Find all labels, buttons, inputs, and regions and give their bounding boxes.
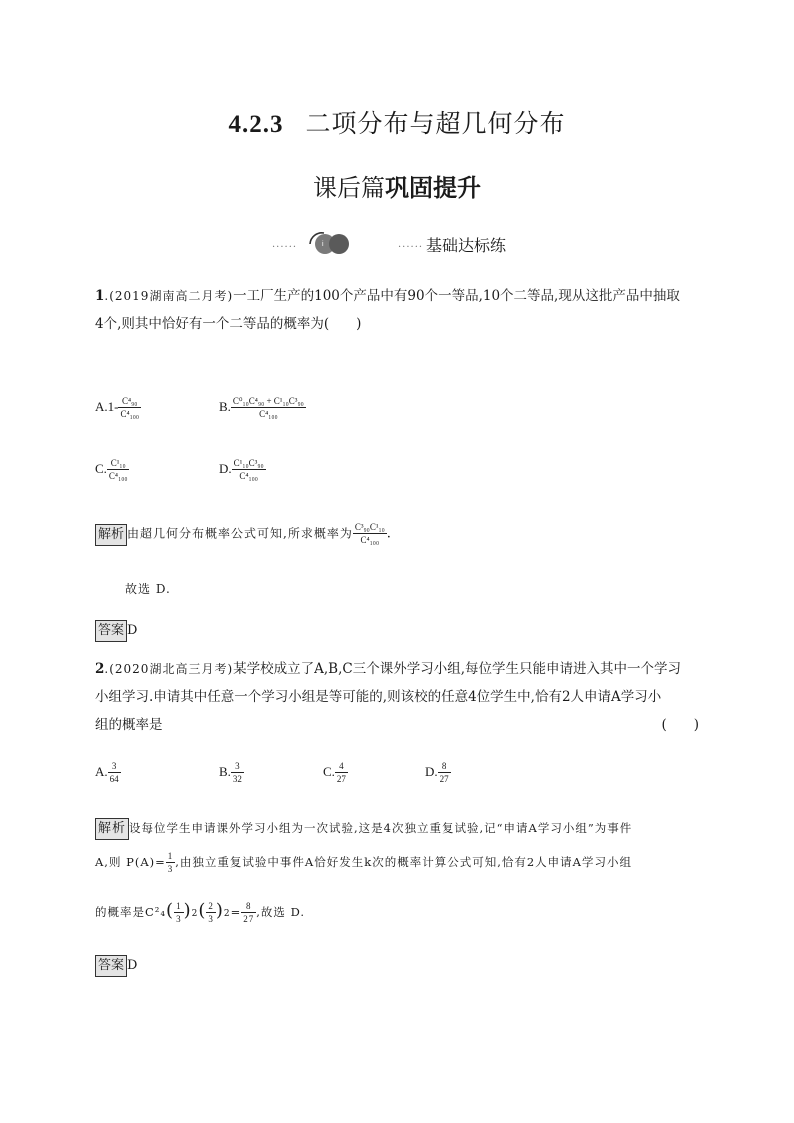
- q2-option-c-denominator: 27: [336, 774, 346, 784]
- q2-result-numerator: 8: [241, 902, 256, 913]
- q1-answer-value: D: [127, 623, 138, 638]
- left-paren-1: (: [166, 900, 175, 921]
- q1-option-b-label: B.: [219, 398, 231, 414]
- q1-option-b-denominator: C⁴₁₀₀: [259, 409, 278, 419]
- q2-exponent-2: 2: [223, 909, 231, 919]
- q2-analysis-line3-post: ,故选 D.: [256, 905, 306, 919]
- q2-result-denominator: 27: [243, 914, 255, 924]
- q2-fraction-1-denominator: 3: [176, 914, 182, 924]
- subtitle-bold: 巩固提升: [385, 174, 481, 202]
- question-2-stem-line2: 小组学习.申请其中任意一个学习小组是等可能的,则该校的任意4位学生中,恰有2人申请A学习小: [95, 689, 662, 705]
- question-1-stem-line2: 4个,则其中恰好有一个二等品的概率为( ): [95, 316, 362, 332]
- q1-option-c-label: C.: [95, 460, 107, 476]
- question-1-number: 1: [95, 288, 105, 304]
- q2-option-d-label: D.: [425, 763, 438, 779]
- q2-option-d: [425, 762, 451, 784]
- q2-option-b: [219, 762, 244, 784]
- q2-fraction-2-denominator: 3: [208, 914, 214, 924]
- q1-option-a-numerator: C⁴₉₀: [118, 397, 141, 408]
- q2-analysis-line2: [95, 852, 632, 874]
- q1-option-a: [95, 397, 141, 419]
- question-2-number: 2: [95, 661, 105, 677]
- q2-option-a-denominator: 64: [109, 774, 119, 784]
- q1-option-d-label: D.: [219, 460, 232, 476]
- question-2-source: .(2020湖北高三月考): [104, 662, 234, 676]
- q1-analysis: [95, 523, 391, 546]
- q2-option-d-denominator: 27: [439, 774, 449, 784]
- q2-answer-tag: 答案: [95, 955, 127, 977]
- q2-option-a-numerator: 3: [108, 762, 121, 773]
- q1-analysis-fraction: [353, 523, 387, 545]
- q2-probability-fraction: [166, 852, 176, 874]
- q2-option-a-label: A.: [95, 763, 108, 779]
- q2-fraction-2: [206, 902, 216, 924]
- section-title: 二项分布与超几何分布: [305, 109, 566, 138]
- q1-option-c-denominator: C⁴₁₀₀: [108, 471, 128, 481]
- q2-analysis-tag: 解析: [95, 818, 129, 840]
- q1-analysis-numerator: C³₉₀C¹₁₀: [354, 522, 385, 532]
- left-paren-2: (: [198, 900, 207, 921]
- section-label: 基础达标练: [426, 236, 507, 255]
- q1-option-d-numerator: C¹₁₀C³₉₀: [233, 458, 264, 468]
- q2-probability-numerator: 1: [167, 851, 174, 861]
- q1-analysis-end: .: [386, 526, 391, 542]
- question-1-stem: [95, 282, 705, 338]
- q2-fraction-2-numerator: 2: [208, 901, 214, 911]
- question-2-stem-line3: 组的概率是: [95, 717, 163, 733]
- q2-option-a: [95, 762, 121, 784]
- q1-option-c: [95, 459, 129, 481]
- svg-text:i: i: [322, 241, 324, 248]
- page-title: [0, 104, 794, 140]
- question-1-source: .(2019湖南高二月考): [104, 289, 234, 303]
- q1-analysis-text: 由超几何分布概率公式可知,所求概率为: [127, 526, 353, 541]
- q1-conclusion: 故选 D.: [125, 582, 171, 596]
- q2-analysis-line2-pre: A,则 P(A)=: [95, 855, 166, 869]
- q2-option-d-numerator: 8: [438, 762, 451, 773]
- q1-option-d-fraction: [232, 459, 266, 481]
- q2-probability-denominator: 3: [167, 864, 174, 874]
- right-paren-1: ): [183, 900, 192, 921]
- section-number: 4.2.3: [228, 111, 284, 138]
- q1-analysis-tag: 解析: [95, 524, 127, 546]
- section-header: [0, 231, 794, 257]
- q2-option-a-fraction: [108, 762, 121, 784]
- q2-analysis-line3-pre: 的概率是C²₄: [95, 905, 167, 919]
- q2-fraction-1: [174, 902, 184, 924]
- q1-answer: [95, 620, 137, 642]
- section-dots-right: ······: [398, 242, 424, 253]
- q2-option-b-denominator: 32: [232, 774, 242, 784]
- question-2-stem: [95, 655, 699, 739]
- q2-option-c: [323, 762, 348, 784]
- q2-option-c-fraction: [335, 762, 348, 784]
- q2-option-b-fraction: [231, 762, 244, 784]
- q1-option-c-numerator: C¹₁₀: [107, 459, 130, 470]
- q2-answer: [95, 955, 137, 977]
- q2-option-c-label: C.: [323, 763, 335, 779]
- question-2-answer-blank: ( ): [661, 717, 699, 733]
- q1-option-a-fraction: [118, 397, 141, 419]
- page-subtitle: [0, 168, 794, 203]
- q1-option-b-fraction: [231, 397, 306, 419]
- q2-analysis-line3: [95, 900, 305, 924]
- q2-option-c-numerator: 4: [335, 762, 348, 773]
- right-paren-2: ): [215, 900, 224, 921]
- q1-option-b-numerator: C⁰₁₀C⁴₉₀ + C¹₁₀C³₉₀: [232, 396, 304, 406]
- q2-option-d-fraction: [438, 762, 451, 784]
- q1-option-d: [219, 459, 266, 481]
- q2-option-b-numerator: 3: [231, 762, 244, 773]
- q1-answer-tag: 答案: [95, 620, 127, 642]
- q2-analysis-line1-text: 设每位学生申请课外学习小组为一次试验,这是4次独立重复试验,记“申请A学习小组”为事件: [129, 821, 633, 835]
- q1-option-b: [219, 397, 306, 419]
- question-2-stem-line1: 某学校成立了A,B,C三个课外学习小组,每位学生只能申请进入其中一个学习: [233, 661, 681, 677]
- q2-result-fraction: [241, 902, 256, 924]
- q1-option-a-denominator: C⁴₁₀₀: [120, 409, 140, 419]
- q2-exponent-1: 2: [191, 909, 199, 919]
- q2-option-b-label: B.: [219, 763, 231, 779]
- subtitle-plain: 课后篇: [313, 174, 385, 202]
- question-1-stem-line1: 一工厂生产的100个产品中有90个一等品,10个二等品,现从这批产品中抽取: [233, 288, 680, 304]
- section-dots-left: ······: [272, 242, 298, 253]
- q1-option-d-denominator: C⁴₁₀₀: [239, 471, 258, 481]
- q2-analysis-line2-post: ,由独立重复试验中事件A恰好发生k次的概率计算公式可知,恰有2人申请A学习小组: [175, 855, 632, 869]
- q1-option-c-fraction: [107, 459, 130, 481]
- q1-option-a-label: A.1-: [95, 398, 119, 414]
- q1-analysis-denominator: C⁴₁₀₀: [360, 535, 380, 545]
- q2-analysis-line1: [95, 818, 632, 840]
- q2-fraction-1-numerator: 1: [176, 901, 182, 911]
- q2-equals: =: [230, 905, 242, 919]
- circles-badge-icon: [308, 231, 352, 257]
- q2-answer-value: D: [127, 958, 138, 973]
